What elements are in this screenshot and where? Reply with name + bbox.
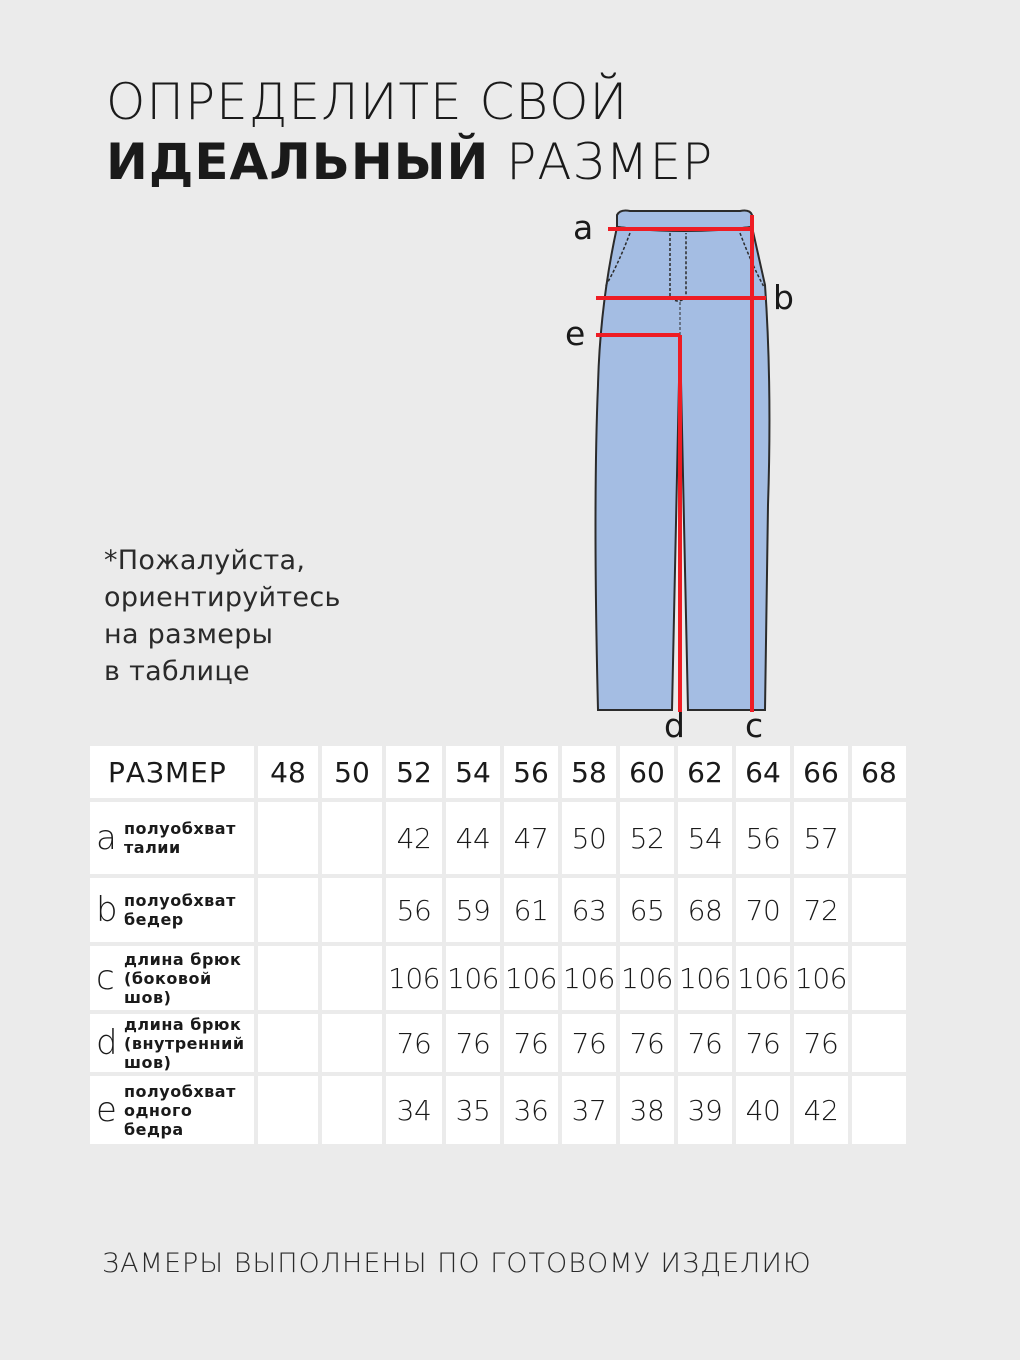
value-cell: 57 bbox=[794, 802, 848, 874]
description-line: одного bbox=[124, 1100, 193, 1120]
table-row bbox=[90, 802, 906, 874]
value-cell: 38 bbox=[620, 1076, 674, 1144]
value-cell: 68 bbox=[678, 878, 732, 942]
value-cell: 106 bbox=[794, 946, 848, 1010]
page-title bbox=[106, 72, 713, 192]
value-cell bbox=[322, 878, 382, 942]
measure-description bbox=[124, 819, 236, 857]
value-cell bbox=[322, 1014, 382, 1072]
size-header-cell: 58 bbox=[562, 746, 616, 798]
value-cell: 54 bbox=[678, 802, 732, 874]
value-cell: 76 bbox=[678, 1014, 732, 1072]
value-cell bbox=[852, 946, 906, 1010]
value-cell: 106 bbox=[504, 946, 558, 1010]
value-cell bbox=[852, 802, 906, 874]
value-cell: 40 bbox=[736, 1076, 790, 1144]
size-header-cell: 50 bbox=[322, 746, 382, 798]
title-line-2 bbox=[106, 132, 713, 192]
value-cell bbox=[852, 1076, 906, 1144]
label-c: c bbox=[745, 706, 764, 745]
size-note bbox=[104, 542, 341, 690]
value-cell: 106 bbox=[736, 946, 790, 1010]
value-cell: 76 bbox=[736, 1014, 790, 1072]
value-cell: 35 bbox=[446, 1076, 500, 1144]
value-cell: 106 bbox=[678, 946, 732, 1010]
description-line: шов) bbox=[124, 1052, 172, 1072]
label-d: d bbox=[664, 706, 685, 745]
size-header-cell: 64 bbox=[736, 746, 790, 798]
measure-letter: b bbox=[96, 890, 118, 930]
size-table bbox=[86, 742, 910, 1148]
value-cell: 56 bbox=[386, 878, 442, 942]
value-cell bbox=[258, 1014, 318, 1072]
value-cell: 76 bbox=[794, 1014, 848, 1072]
value-cell: 65 bbox=[620, 878, 674, 942]
value-cell: 76 bbox=[446, 1014, 500, 1072]
description-line: (боковой bbox=[124, 968, 212, 988]
size-header-cell: 68 bbox=[852, 746, 906, 798]
description-line: полуобхват bbox=[124, 1081, 236, 1101]
value-cell: 76 bbox=[504, 1014, 558, 1072]
row-header bbox=[90, 946, 254, 1010]
measure-description bbox=[124, 950, 241, 1007]
value-cell bbox=[852, 1014, 906, 1072]
description-line: бедра bbox=[124, 1119, 184, 1139]
value-cell: 106 bbox=[620, 946, 674, 1010]
row-header bbox=[90, 802, 254, 874]
value-cell: 47 bbox=[504, 802, 558, 874]
value-cell bbox=[322, 1076, 382, 1144]
table-header-row bbox=[90, 746, 906, 798]
description-line: талии bbox=[124, 838, 181, 857]
value-cell: 37 bbox=[562, 1076, 616, 1144]
measure-letter: e bbox=[96, 1090, 117, 1130]
value-cell: 52 bbox=[620, 802, 674, 874]
value-cell bbox=[258, 802, 318, 874]
size-header-cell: 48 bbox=[258, 746, 318, 798]
value-cell: 39 bbox=[678, 1076, 732, 1144]
measure-description bbox=[124, 1082, 236, 1139]
value-cell: 59 bbox=[446, 878, 500, 942]
value-cell bbox=[258, 946, 318, 1010]
description-line: длина брюк bbox=[124, 1014, 242, 1034]
title-bold-word: ИДЕАЛЬНЫЙ bbox=[106, 133, 490, 191]
value-cell bbox=[258, 878, 318, 942]
value-cell: 34 bbox=[386, 1076, 442, 1144]
value-cell: 76 bbox=[562, 1014, 616, 1072]
note-line-3: на размеры bbox=[104, 619, 274, 650]
description-line: полуобхват bbox=[124, 819, 236, 838]
table-row bbox=[90, 878, 906, 942]
size-header-cell: 60 bbox=[620, 746, 674, 798]
table-row bbox=[90, 1076, 906, 1144]
value-cell: 56 bbox=[736, 802, 790, 874]
value-cell: 72 bbox=[794, 878, 848, 942]
measure-description bbox=[124, 1015, 245, 1072]
table-row bbox=[90, 1014, 906, 1072]
value-cell: 61 bbox=[504, 878, 558, 942]
row-header bbox=[90, 1076, 254, 1144]
table-row bbox=[90, 946, 906, 1010]
size-header-cell: 52 bbox=[386, 746, 442, 798]
size-header-cell: 66 bbox=[794, 746, 848, 798]
description-line: бедер bbox=[124, 910, 184, 929]
description-line: длина брюк bbox=[124, 949, 242, 969]
note-line-2: ориентируйтесь bbox=[104, 582, 341, 613]
value-cell bbox=[322, 802, 382, 874]
value-cell: 42 bbox=[386, 802, 442, 874]
title-rest: РАЗМЕР bbox=[489, 133, 714, 191]
measure-description bbox=[124, 891, 236, 929]
value-cell: 50 bbox=[562, 802, 616, 874]
footer-note: ЗАМЕРЫ ВЫПОЛНЕНЫ ПО ГОТОВОМУ ИЗДЕЛИЮ bbox=[102, 1248, 812, 1279]
value-cell: 106 bbox=[446, 946, 500, 1010]
value-cell: 76 bbox=[620, 1014, 674, 1072]
description-line: полуобхват bbox=[124, 891, 236, 910]
value-cell: 106 bbox=[562, 946, 616, 1010]
label-b: b bbox=[773, 278, 794, 317]
title-line-1: ОПРЕДЕЛИТЕ СВОЙ bbox=[106, 73, 629, 131]
description-line: (внутренний bbox=[124, 1033, 245, 1053]
value-cell: 63 bbox=[562, 878, 616, 942]
value-cell bbox=[258, 1076, 318, 1144]
measure-letter: a bbox=[96, 818, 117, 858]
value-cell: 42 bbox=[794, 1076, 848, 1144]
value-cell: 106 bbox=[386, 946, 442, 1010]
size-header-cell: 56 bbox=[504, 746, 558, 798]
note-line-4: в таблице bbox=[104, 656, 250, 687]
value-cell: 70 bbox=[736, 878, 790, 942]
measure-letter: c bbox=[96, 958, 115, 998]
size-header-cell: 62 bbox=[678, 746, 732, 798]
measure-letter: d bbox=[96, 1023, 118, 1063]
row-header bbox=[90, 878, 254, 942]
value-cell: 76 bbox=[386, 1014, 442, 1072]
value-cell bbox=[322, 946, 382, 1010]
label-e: e bbox=[565, 314, 586, 353]
size-header-label: РАЗМЕР bbox=[90, 746, 254, 798]
value-cell: 44 bbox=[446, 802, 500, 874]
note-line-1: *Пожалуйста, bbox=[104, 545, 306, 576]
row-header bbox=[90, 1014, 254, 1072]
description-line: шов) bbox=[124, 987, 172, 1007]
value-cell bbox=[852, 878, 906, 942]
label-a: a bbox=[573, 208, 594, 247]
value-cell: 36 bbox=[504, 1076, 558, 1144]
trousers-icon bbox=[560, 205, 810, 750]
size-header-cell: 54 bbox=[446, 746, 500, 798]
